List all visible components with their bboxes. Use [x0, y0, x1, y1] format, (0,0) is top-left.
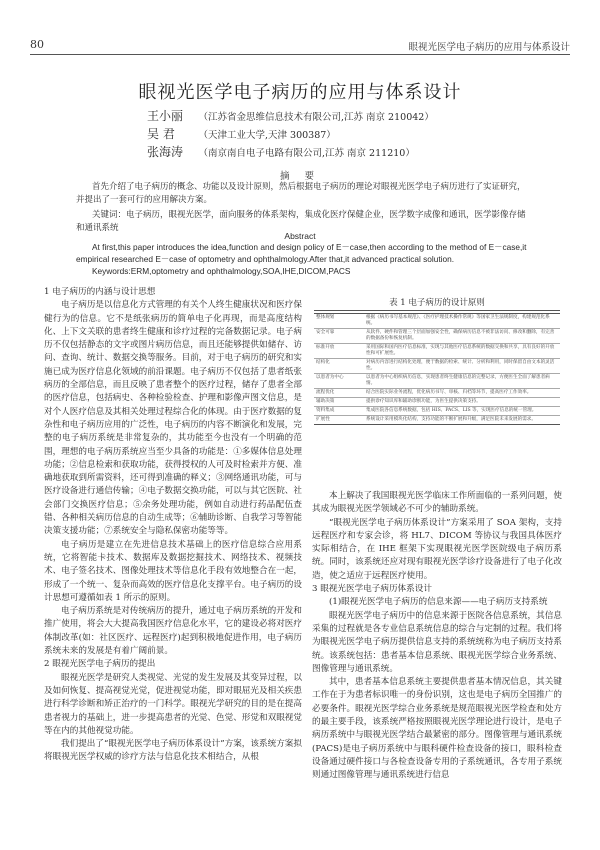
table-cell: 提供诊疗知识库和辅助诊断功能，为医生提供决策支持。 — [364, 398, 560, 407]
abstract-text-cn: 首先介绍了电子病历的概念、功能以及设计原则，然后根据电子病历的理论对眼视光医学电子病历进行了实证研究，并提出了一套可行的应用解决方案。 — [76, 182, 526, 205]
table-cell: 安全可靠 — [314, 329, 364, 344]
table-cell: 以患者为中心 — [314, 374, 364, 389]
table-cell: 辅助决策 — [314, 398, 364, 407]
author-line — [147, 143, 415, 160]
author-affiliation: （天津工业大学,天津 300387） — [198, 130, 336, 141]
abstract-text-en: At first,this paper introduces the idea,function and design policy of E－case,then according to the method of E－case,it empirical researched E－case of optometry and ophthalmology.After that,it advanced practical solution. — [76, 242, 527, 264]
table-cell: 以患者为中心组织病历信息，实现患者终生健康信息的完整记录，方便医生全面了解患者病情。 — [364, 374, 560, 389]
author-affiliation: （江苏省金思维信息技术有限公司,江苏 南京 210042） — [198, 112, 434, 123]
body-paragraph: “眼视光医学电子病历体系设计”方案采用了 SOA 架构，支持远程医疗和专家会诊，将 HL7、DICOM 等协议与我国具体医疗实际相结合，在 IHE 框架下实现眼视光医学医院级电子病历系统。同时，该系统还应对现有眼视光医学诊疗设备进行了电子化改造，使之适应于远程医疗使用。 — [312, 517, 562, 581]
body-paragraph: 电子病历是建立在先进信息技术基础上的医疗信息综合应用系统，它将智能卡技术、数据库及数据挖掘技术、网络技术、视频技术、电子签名技术、图像处理技术等信息化手段有效地整合在一起，形成了一个统一、复杂而高效的医疗信息化支撑平台。电子病历的设计思想可遵循如表 1 所示的原则。 — [44, 539, 302, 603]
table-row — [314, 344, 560, 359]
table-cell: 从软件、硬件和管理三个层面加强安全性，确保病历信息不被非法访问、修改和删除，有完善的数据备份和恢复机制。 — [364, 329, 560, 344]
body-paragraph: 眼视光医学电子病历中的信息来源于医院各信息系统，其信息采集的过程就是各专业信息系统信息的综合与定制的过程。我们将为眼视光医学电子病历提供信息支持的系统统称为电子病历支持系统。该系统包括：患者基本信息系统、眼视光医学综合业务系统、图像管理与通讯系统。 — [312, 610, 562, 674]
section-heading: 3 眼视光医学电子病历体系设计 — [312, 584, 432, 595]
body-column-left — [44, 286, 302, 765]
section-heading: 1 电子病历的内涵与设计思想 — [44, 287, 156, 297]
table-row — [314, 374, 560, 389]
running-header — [30, 38, 570, 55]
body-paragraph: 我们提出了“眼视光医学电子病历体系设计”方案，该系统方案拟将眼视光医学权威的诊疗方法与信息化技术相结合，从根 — [44, 739, 302, 763]
body-paragraph: 眼视光医学是研究人类视觉、光觉的发生发展及其变异过程，以及如何恢复、提高视觉光觉，促进视觉功能，即对眼屈光及相关疾患进行科学诊断和矫正治疗的一门科学。眼视光学研究的目的是在提高患者视力的基础上，进一步提高患者的光觉、色觉、形觉和双眼视觉等在内的其他视觉功能。 — [44, 672, 302, 736]
body-paragraph: (1)眼视光医学电子病历的信息来源——电子病历支持系统 — [329, 597, 548, 608]
table-cell: 对病历内容进行结构化处理，便于数据的检索、统计、分析和利用，同时保留自由文本的灵活性。 — [364, 359, 560, 374]
abstract-label-en: Abstract — [284, 231, 316, 241]
table-cell: 整体规划 — [314, 314, 364, 329]
author-affiliation: （南京南自电子电路有限公司,江苏 南京 211210） — [198, 148, 415, 159]
keywords-en: Keywords:ERM,optometry and ophthalmology,SOA,IHE,DICOM,PACS — [92, 266, 351, 276]
abstract-label-cn: 摘 要 — [279, 171, 321, 182]
table-row — [314, 416, 560, 425]
table-cell: 标准开放 — [314, 344, 364, 359]
table-row — [314, 314, 560, 329]
table-row — [314, 329, 560, 344]
body-paragraph: 电子病历系统是对传统病历的提升，通过电子病历系统的开发和推广使用，将会大大提高我国医疗信息化水平，它的建设必将对医疗体制改革(如：社区医疗、远程医疗)起到积极地促进作用，电子病历系统未来的发展是有着广阔前景。 — [44, 606, 302, 657]
design-principles-table — [314, 310, 560, 425]
table-row — [314, 398, 560, 407]
author-name: 张海涛 — [147, 145, 184, 159]
body-column-right — [312, 490, 562, 783]
keywords-cn: 关键词：电子病历，眼视光医学，面向服务的体系架构，集成化医疗保健企业，医学数字成像和通讯，医学影像存储和通讯系统 — [76, 210, 526, 233]
table-cell: 结合医院实际业务流程，优化病历书写、审核、归档等环节，提高医疗工作效率。 — [364, 389, 560, 398]
table-cell: 扩展性 — [314, 416, 364, 425]
table-cell: 流程优化 — [314, 389, 364, 398]
body-paragraph: 其中，患者基本信息系统主要提供患者基本情况信息，其关键工作在于为患者标识唯一的身份识别，这也是电子病历全国推广的必要条件。眼视光医学综合业务系统是规范眼视光医学检查和处方的最主要手段，该系统严格按照眼视光医学理论进行设计，是电子病历系统中与眼视光医学结合最紧密的部分。图像管理与通讯系统(PACS)是电子病历系统中与眼科硬件检查设备的接口，眼科检查设备通过硬件接口与各检查设备专用的子系统通讯，各专用子系统则通过图像管理与通讯系统进行信息 — [312, 677, 562, 781]
table-cell: 系统设计采用模块化结构，支持功能的不断扩展和升级，满足医院未来发展的需求。 — [364, 416, 560, 425]
running-title: 眼视光医学电子病历的应用与体系设计 — [408, 42, 570, 53]
table-cell: 采用国际和国内医疗信息标准，实现与其他医疗信息系统的数据交换和共享，具有良好的开放性和可扩展性。 — [364, 344, 560, 359]
author-name: 王小丽 — [147, 109, 184, 123]
table-cell: 资料集成 — [314, 407, 364, 416]
table-row — [314, 389, 560, 398]
table-row — [314, 359, 560, 374]
author-line — [147, 107, 434, 124]
paper-title: 眼视光医学电子病历的应用与体系设计 — [138, 82, 462, 103]
table-cell: 根据《病历书写基本规范》、《医疗护理技术操作常规》等国家卫生法规制度，构建规范化系统。 — [364, 314, 560, 329]
body-paragraph: 电子病历是以信息化方式管理的有关个人终生健康状况和医疗保健行为的信息。它不是纸张病历的简单电子化再现，而是高度结构化、上下文关联的患者终生健康和诊疗过程的完备数据记录。电子病历不仅包括静态的文字或图片病历信息，而且还能够提供如储存、访问、查询、统计、数据交换等服务。目前，对于电子病历的研究和实施已成为医疗信息化领域的前沿课题。电子病历不仅包括了患者纸张病历的全部信息，而且反映了患者整个的医疗过程，储存了患者全部的医疗信息，包括病史、各种检验检查、护理和影像声图文信息，是对个人医疗信息及其相关处理过程综合化的体现。由于医疗数据的复杂性和电子病历应用的广泛性，电子病历的内容不断演化和发展，完整的电子病历系统是非常复杂的，其功能至今也没有一个明确的范围，理想的电子病历系统应当至少具备的功能是：①多媒体信息处理功能；②信息检索和获取功能，获得授权的人可及时检索并方便、准确地获取到所需资料，还可得到准确的释义；③网络通讯功能，可与医疗设备进行通信传输；④电子数据交换功能，可以与其它医院、社会部门交换医疗信息；⑤余务处理功能，例如自动进行药品配伍查错、各种相关病历信息的自动生成等；⑥辅助诊断、自我学习等智能决策支援功能；⑦系统安全与隐私保密功能等等。 — [44, 300, 302, 537]
author-name: 吴 君 — [147, 127, 175, 141]
author-line — [147, 125, 336, 142]
table-caption: 表 1 电子病历的设计原则 — [389, 298, 485, 308]
section-heading: 2 眼视光医学电子病历的提出 — [44, 659, 156, 670]
page-number: 80 — [30, 38, 44, 51]
table-cell: 集成医院各信息系统数据，包括 HIS、PACS、LIS 等，实现医疗信息的统一管理。 — [364, 407, 560, 416]
table-cell: 结构化 — [314, 359, 364, 374]
table-row — [314, 407, 560, 416]
body-paragraph: 本上解决了我国眼视光医学临床工作所面临的一系列问题，使其成为眼视光医学领域必不可少的辅助系统。 — [312, 491, 562, 515]
